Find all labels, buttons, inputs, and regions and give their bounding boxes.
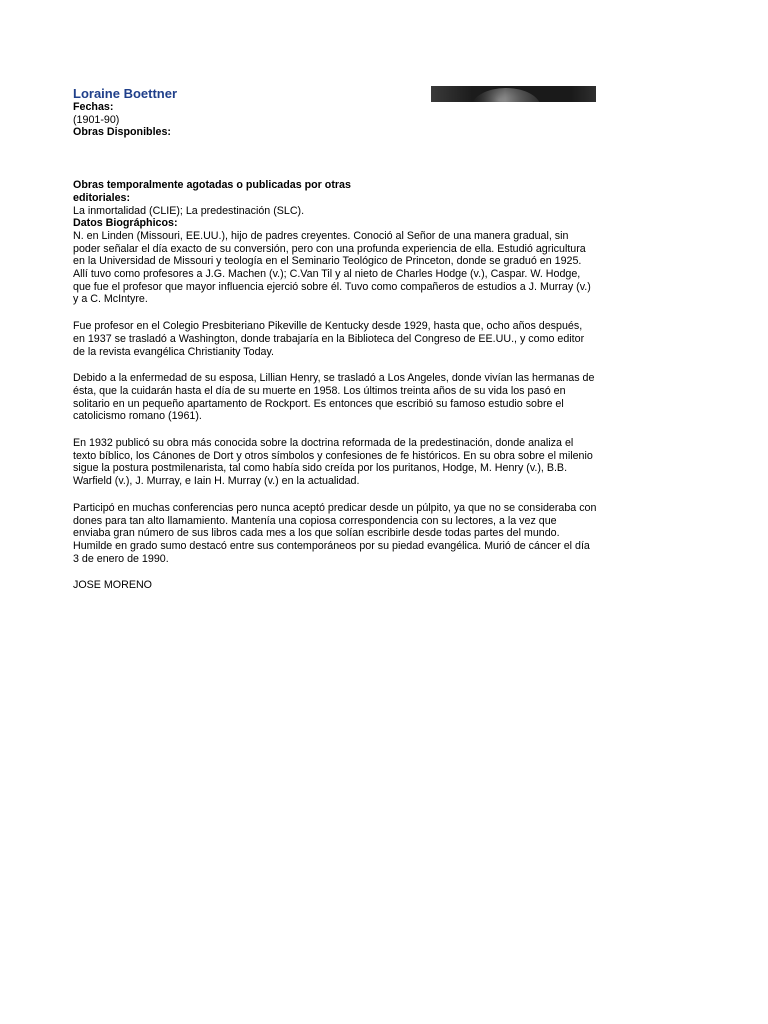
- obras-agotadas-label-line2: editoriales:: [73, 191, 131, 204]
- signature: JOSE MORENO: [73, 579, 152, 592]
- fechas-value: (1901-90): [73, 113, 120, 126]
- bio-paragraph: Fue profesor en el Colegio Presbiteriano Pikeville de Kentucky desde 1929, hasta que, ocho años después, en 1937 se trasladó a Washington, donde trabajaría en la Biblioteca del Congreso de EE.UU., y como editor de la revista evangélica Christianity Today.: [73, 320, 585, 358]
- obras-agotadas-label-line1: Obras temporalmente agotadas o publicadas por otras: [73, 179, 351, 192]
- spacer: [73, 139, 597, 179]
- bio-paragraph: Debido a la enfermedad de su esposa, Lillian Henry, se trasladó a Los Angeles, donde vivían las hermanas de ésta, que la cuidarán hasta el día de su muerte en 1958. Los últimos treinta años de su vida los pasó en solitario en un pequeño apartamento de Rockport. Es entonces que escribió su famoso estudio sobre el catolicismo romano (1961).: [73, 372, 595, 423]
- bio-paragraph: En 1932 publicó su obra más conocida sobre la doctrina reformada de la predestinación, donde analiza el texto bíblico, los Cánones de Dort y otros símbolos y confesiones de fe históricos. En su obra sobre el milenio sigue la postura postmilenarista, tal como había sido creída por los puritanos, Hodge, M. Henry (v.), B.B. Warfield (v.), J. Murray, e Iain H. Murray (v.) en la actualidad.: [73, 437, 593, 488]
- bio-paragraph: Participó en muchas conferencias pero nunca aceptó predicar desde un púlpito, ya que no se consideraba con dones para tan alto llamamiento. Mantenía una copiosa correspondencia con su lectores, a la vez que enviaba gran número de sus libros cada mes a los que solían escribirle desde todas partes del mundo. Humilde en grado sumo destacó entre sus contemporáneos por su piedad evangélica. Murió de cáncer el día 3 de enero de 1990.: [73, 501, 597, 565]
- obras-agotadas-value: La inmortalidad (CLIE); La predestinación (SLC).: [73, 204, 305, 217]
- obras-disponibles-label: Obras Disponibles:: [73, 126, 171, 139]
- biography-document: [73, 86, 597, 592]
- datos-biograficos-label: Datos Biográphicos:: [73, 217, 178, 230]
- fechas-label: Fechas:: [73, 101, 114, 113]
- bio-paragraph: N. en Linden (Missouri, EE.UU.), hijo de padres creyentes. Conoció al Señor de una manera gradual, sin poder señalar el día exacto de su conversión, pero con una profunda experiencia de ella. Estudió agricultura en la Universidad de Missouri y teología en el Seminario Teológico de Princeton, donde se graduó en 1925. Allí tuvo como profesores a J.G. Machen (v.); C.Van Til y al nieto de Charles Hodge (v.), Caspar. W. Hodge, que fue el profesor que mayor influencia ejerció sobre él. Tuvo como compañeros de estudios a J. Murray (v.) y a C. McIntyre.: [73, 229, 591, 306]
- author-name: Loraine Boettner: [73, 86, 178, 101]
